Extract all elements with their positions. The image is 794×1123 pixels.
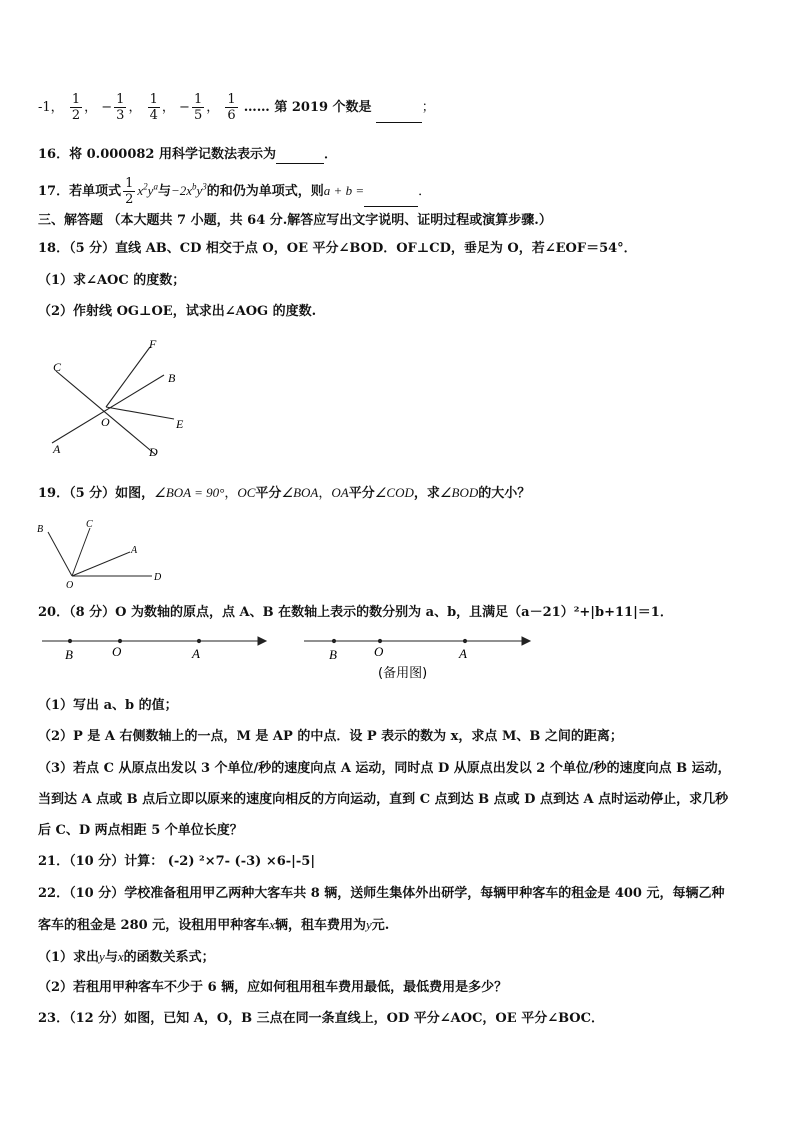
q15-sep: ， — [206, 100, 220, 115]
frac-den: 6 — [227, 108, 236, 123]
frac-den: 4 — [149, 108, 158, 123]
q19-pre: 19．（5 分）如图， — [38, 486, 155, 501]
frac-num: 1 — [193, 92, 203, 107]
q22-part-2: （2）若租用甲种客车不少于 6 辆，应如何租用租车费用最低，最低费用是多少？ — [38, 980, 508, 995]
ray-oc — [72, 528, 90, 576]
q22-l2c: 元. — [371, 918, 390, 933]
q20-part-1: （1）写出 a、b 的值； — [38, 698, 178, 713]
q16-line — [38, 146, 337, 164]
frac-num: 1 — [116, 92, 125, 107]
point-b — [332, 639, 335, 642]
label-o: O — [66, 580, 74, 591]
q19-s3: ， — [318, 486, 332, 501]
q17-mid: 与 — [157, 184, 171, 199]
q15-tail: …… 第 2019 个数是 — [243, 100, 372, 115]
label-f: F — [149, 337, 157, 351]
q20-stem: 20．（8 分）O 为数轴的原点，点 A、B 在数轴上表示的数分别为 a、b，且满足（a－21）²+|b+11|＝1． — [38, 605, 673, 620]
q19-line — [38, 484, 530, 503]
label-a: A — [131, 545, 138, 556]
label-b: B — [168, 371, 176, 385]
backup-figure-caption: (备用图) — [378, 666, 428, 681]
point-o — [378, 639, 381, 642]
label-e: E — [176, 417, 184, 431]
q22-p1a: （1）求出 — [38, 950, 100, 965]
label-c: C — [53, 360, 62, 374]
q20-number-lines — [38, 628, 538, 684]
q20-part-3-line-2: 当到达 A 点或 B 点后立即以原来的速度向相反的方向运动，直到 C 点到达 B 点或 D 点到达 A 点时运动停止，求几秒 — [38, 792, 729, 807]
ray-oa — [72, 552, 130, 576]
label-d: D — [149, 445, 158, 459]
q17-e2: a — [153, 181, 158, 192]
frac-num: 1 — [71, 92, 81, 107]
q19-m1: ∠BOA = 90° — [154, 485, 225, 500]
line-ab — [52, 375, 164, 443]
q22-line-1: 22．（10 分）学校准备租用甲乙两种大客车共 8 辆，送师生集体外出研学，每辆甲种客车的租金是 400 元，每辆乙种 — [38, 886, 725, 901]
q20-part-3-line-1: （3）若点 C 从原点出发以 3 个单位/秒的速度向点 A 运动，同时点 D 从原点出发以 2 个单位/秒的速度向点 B 运动， — [38, 761, 731, 776]
q19-m6: ∠BOD — [439, 485, 479, 500]
q15-sep: ， — [128, 100, 142, 115]
q18-figure — [40, 335, 200, 465]
q19-s5: ，求 — [413, 486, 440, 501]
q15-sep: ， — [84, 100, 98, 115]
label-d: D — [154, 572, 162, 583]
frac-den: 2 — [71, 108, 81, 123]
label-a: A — [459, 646, 467, 661]
ray-oe — [106, 407, 174, 419]
frac-den: 2 — [125, 192, 134, 207]
q16-answer-blank[interactable] — [276, 149, 324, 164]
q22-p1c: 的函数关系式； — [123, 950, 215, 965]
arrow-icon — [258, 637, 266, 645]
label-b: B — [65, 647, 73, 662]
q15-frac-4-sign: − — [179, 100, 190, 115]
frac-num: 1 — [149, 92, 158, 107]
q22-l2a: 客车的租金是 280 元，设租用甲种客车 — [38, 918, 270, 933]
q17-t4: y — [196, 183, 203, 198]
q19-m2: OC — [237, 485, 256, 500]
q19-m3: ∠BOA — [281, 485, 319, 500]
q15-frac-4 — [192, 92, 204, 123]
q15-frac-2 — [114, 92, 126, 123]
q15-answer-blank[interactable] — [376, 108, 422, 123]
point-o — [118, 639, 121, 642]
q19-s6: 的大小？ — [478, 486, 531, 501]
q20-part-2: （2）P 是 A 右侧数轴上的一点，M 是 AP 的中点．设 P 表示的数为 x，求点 M、B 之间的距离； — [38, 729, 623, 744]
q15-frac-1 — [70, 92, 82, 123]
q18-stem: 18．（5 分）直线 AB、CD 相交于点 O，OE 平分∠BOD．OF⊥CD，垂足为 O，若∠EOF＝54°． — [38, 241, 637, 256]
q22-p1-var-y: y — [99, 949, 105, 964]
q17-half — [123, 176, 135, 207]
q15-sep: ， — [161, 100, 175, 115]
q17-pre: 17．若单项式 — [38, 184, 122, 199]
label-c: C — [86, 519, 93, 530]
ray-ob — [48, 532, 72, 576]
frac-den: 5 — [193, 108, 203, 123]
q22-var-x: x — [269, 917, 275, 932]
q22-p1b: 与 — [104, 950, 118, 965]
label-a: A — [192, 646, 200, 661]
q22-var-y: y — [366, 917, 372, 932]
q17-e3: b — [192, 181, 197, 192]
label-b: B — [37, 524, 44, 535]
q16-end: ． — [324, 147, 338, 162]
q22-p1-var-x: x — [117, 949, 124, 964]
section-3-heading: 三、解答题 （本大题共 7 小题，共 64 分.解答应写出文字说明、证明过程或演算步骤.） — [38, 213, 552, 228]
q19-figure — [34, 516, 174, 592]
q17-line — [38, 176, 431, 207]
q19-m5: ∠COD — [374, 485, 414, 500]
frac-den: 3 — [116, 108, 125, 123]
q17-expr: a + b = — [323, 183, 365, 198]
q22-part-1 — [38, 948, 215, 967]
q15-lead: -1， — [38, 100, 64, 115]
q19-s1: ， — [224, 486, 238, 501]
q17-t3: −2x — [170, 183, 192, 198]
frac-num: 1 — [227, 92, 236, 107]
q15-line — [38, 92, 435, 123]
q17-answer-blank[interactable] — [364, 192, 418, 207]
q15-frac-3 — [148, 92, 160, 123]
q21-line: 21．（10 分）计算： (-2) ²×7- (-3) ×6-|-5| — [38, 854, 316, 869]
q22-l2b: 辆，租车费用为 — [274, 918, 366, 933]
point-b — [68, 639, 71, 642]
label-o: O — [112, 644, 122, 659]
q17-post: 的和仍为单项式，则 — [206, 184, 324, 199]
q17-e4: 3 — [202, 181, 207, 192]
q18-part-2: （2）作射线 OG⊥OE，试求出∠AOG 的度数. — [38, 304, 317, 319]
arrow-icon — [522, 637, 530, 645]
q17-e1: 2 — [143, 181, 148, 192]
q18-part-1: （1）求∠AOC 的度数； — [38, 273, 186, 288]
q19-s2: 平分 — [255, 486, 282, 501]
label-b: B — [329, 647, 337, 662]
q17-t1: x — [137, 183, 144, 198]
q23-line: 23．（12 分）如图，已知 A，O，B 三点在同一条直线上，OD 平分∠AOC，OE 平分∠BOC． — [38, 1011, 604, 1026]
label-o: O — [101, 415, 110, 429]
ray-of — [106, 347, 150, 407]
q20-part-3-line-3: 后 C、D 两点相距 5 个单位长度？ — [38, 823, 243, 838]
point-a — [197, 639, 200, 642]
label-o: O — [374, 644, 384, 659]
q19-m4: OA — [331, 485, 349, 500]
q15-frac-2-sign: − — [101, 100, 113, 115]
frac-num: 1 — [125, 176, 134, 191]
q17-end: ． — [418, 184, 432, 199]
point-a — [463, 639, 466, 642]
label-a: A — [53, 442, 61, 456]
q15-end: ； — [421, 100, 435, 115]
q16-text: 16．将 0.000082 用科学记数法表示为 — [38, 147, 276, 162]
q15-frac-5 — [225, 92, 237, 123]
q22-line-2 — [38, 916, 389, 935]
q17-t2: y — [147, 183, 154, 198]
q19-s4: 平分 — [348, 486, 375, 501]
